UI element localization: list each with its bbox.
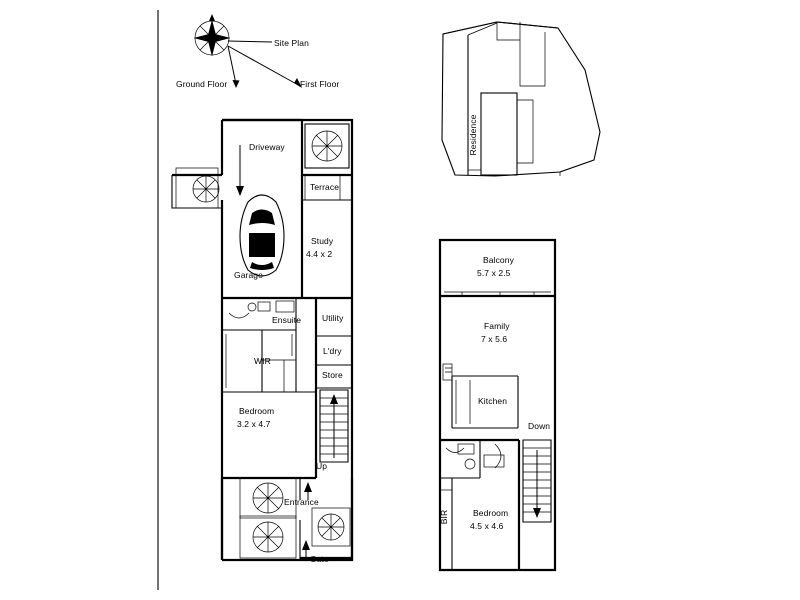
label-wir: WIR xyxy=(254,356,271,366)
garage-side-tree-icon xyxy=(193,176,219,202)
terrace-tree-icon xyxy=(312,131,342,161)
label-ground-floor: Ground Floor xyxy=(176,79,228,89)
label-first-floor: First Floor xyxy=(300,79,340,89)
compass-rose-icon xyxy=(195,14,229,55)
label-site-plan: Site Plan xyxy=(274,38,309,48)
label-study-dims: 4.4 x 2 xyxy=(306,249,333,259)
ground-floor-linework xyxy=(158,10,352,590)
label-bedroom-ground-dims: 3.2 x 4.7 xyxy=(237,419,271,429)
car-icon xyxy=(240,195,284,276)
label-family: Family xyxy=(484,321,510,331)
label-driveway: Driveway xyxy=(249,142,285,152)
label-study: Study xyxy=(311,236,334,246)
front-garden-icons xyxy=(240,478,350,558)
label-balcony-dims: 5.7 x 2.5 xyxy=(477,268,511,278)
label-down: Down xyxy=(528,421,551,431)
label-bedroom-first-dims: 4.5 x 4.6 xyxy=(470,521,504,531)
label-ensuite: Ensuite xyxy=(272,315,302,325)
leader-lines xyxy=(228,41,302,88)
upstairs-bathroom-fixtures xyxy=(446,444,504,469)
stairs-first xyxy=(523,440,551,522)
label-bir: BIR xyxy=(439,509,449,525)
label-family-dims: 7 x 5.6 xyxy=(481,334,508,344)
label-store: Store xyxy=(322,370,343,380)
label-residence: Residence xyxy=(468,114,478,156)
label-up: Up xyxy=(316,461,328,471)
label-kitchen: Kitchen xyxy=(478,396,508,406)
label-bedroom-first: Bedroom xyxy=(473,508,509,518)
site-plan-linework xyxy=(442,22,600,176)
label-balcony: Balcony xyxy=(483,255,514,265)
label-bedroom-ground: Bedroom xyxy=(239,406,275,416)
label-garage: Garage xyxy=(234,270,263,280)
label-utility: Utility xyxy=(322,313,344,323)
label-terrace: Terrace xyxy=(310,182,340,192)
stairs-ground xyxy=(320,390,348,462)
label-entrance: Entrance xyxy=(284,497,319,507)
label-gate: Gate xyxy=(310,554,329,564)
label-laundry: L'dry xyxy=(323,346,342,356)
